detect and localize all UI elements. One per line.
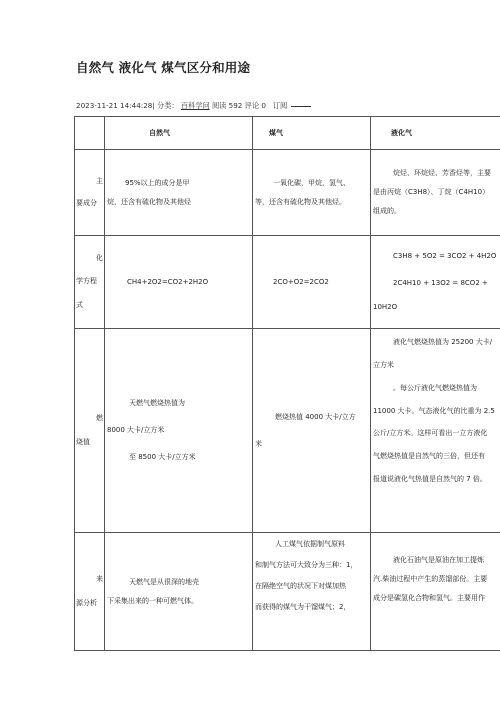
coal-gas-cell: 2CO+O2=2CO2 bbox=[253, 236, 371, 329]
comment-count[interactable]: 评论 0 bbox=[244, 101, 266, 110]
natural-gas-cell: 天燃气燃烧热值为 8000 大卡/立方米 至 8500 大卡/立方米 bbox=[105, 329, 253, 533]
table-header-row bbox=[75, 117, 500, 150]
lpg-cell: C3H8 + 5O2 = 3CO2 + 4H2O 2C4H10 + 13O2 = 8CO2 + 10H2O bbox=[371, 236, 500, 329]
table-row bbox=[75, 329, 500, 533]
coal-gas-cell: 燃烧热值 4000 大卡/立方 米 bbox=[253, 329, 371, 533]
header-natural-gas: 自然气 bbox=[105, 117, 253, 150]
subscribe-underline bbox=[291, 106, 311, 107]
natural-gas-cell: 95%以上的成分是甲 烷，还含有硫化物及其他烃 bbox=[105, 150, 253, 236]
page-title: 自然气 液化气 煤气区分和用途 bbox=[76, 60, 251, 75]
header-coal-gas: 煤气 bbox=[253, 117, 371, 150]
category-link[interactable]: 百科学问 bbox=[180, 101, 210, 110]
lpg-cell: 液化石油气是原油在加工提炼 汽.柴油过程中产生的蒸馏部份。主要 成分是碳氢化合物和氢气。主要用作 bbox=[371, 533, 500, 651]
coal-gas-cell: 人工煤气依据制气原料 和制气方法可大致分为三种：1， 在隔绝空气的状况下对煤加热 而获得的煤气为干馏煤气；2， bbox=[253, 533, 371, 651]
row-label: 来 源分析 bbox=[75, 533, 105, 651]
subscribe-link[interactable]: 订阅 bbox=[272, 101, 288, 110]
category-label: | 分类： bbox=[152, 101, 179, 110]
table-row bbox=[75, 533, 500, 651]
table-row bbox=[75, 236, 500, 329]
lpg-cell: 烷烃、环烷烃、芳香烃等，主要 是由丙烷（C3H8）、丁烷（C4H10） 组成的。 bbox=[371, 150, 500, 236]
table-row bbox=[75, 150, 500, 236]
natural-gas-cell: CH4+2O2=CO2+2H2O bbox=[105, 236, 253, 329]
row-label: 主 要成分 bbox=[75, 150, 105, 236]
row-label: 燃 烧值 bbox=[75, 329, 105, 533]
coal-gas-cell: 一氧化碳，甲烷，氢气、 等，还含有硫化物及其他烃。 bbox=[253, 150, 371, 236]
read-count: 阅读 592 bbox=[211, 101, 243, 110]
lpg-cell: 液化气燃烧热值为 25200 大卡/ 立方米 。每公斤液化气燃烧热值为 11000 大卡。气态液化气的比重为 2.5 公斤/立方米。这样可看出一立方液化 气燃烧热值是自然气的三倍，但还有 报道说液化气热值是自然气的 7 倍。 bbox=[371, 329, 500, 533]
post-datetime: 2023-11-21 14:44:28 bbox=[76, 101, 153, 110]
row-label: 化 学方程 式 bbox=[75, 236, 105, 329]
article-meta bbox=[76, 101, 311, 111]
natural-gas-cell: 天燃气是从很深的地壳 下采集出来的一种可燃气体。 bbox=[105, 533, 253, 651]
header-blank bbox=[75, 117, 105, 150]
header-lpg: 液化气 bbox=[371, 117, 500, 150]
comparison-table bbox=[74, 116, 500, 651]
